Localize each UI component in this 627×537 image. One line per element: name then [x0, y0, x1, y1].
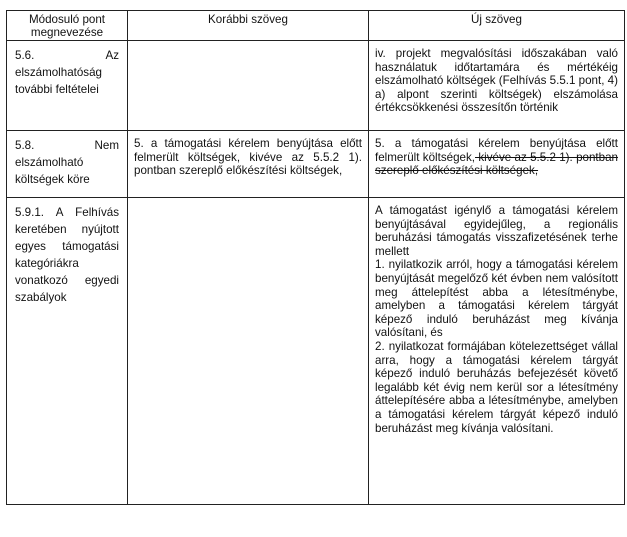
table-row	[7, 198, 625, 505]
new-text	[369, 198, 625, 505]
new-text-paragraph: 1. nyilatkozik arról, hogy a támogatási kérelem benyújtását megelőző két évben nem valósított meg áttelepítést abba a létesítménybe, amelyben a támogatási kérelem tárgyát képező induló beruházást meg kívánja valósítani, és	[375, 258, 618, 340]
point-name: 5.9.1. A Felhívás keretében nyújtott egyes támogatási kategóriákra vonatkozó egyedi szabályok	[7, 198, 128, 505]
new-text-paragraph: 2. nyilatkozat formájában kötelezettséget vállal arra, hogy a támogatási kérelem tárgyát képező induló beruházás befejezését követő legalább két évig nem kerül sor a létesítmény áttelepítésére abba a létesítménybe, amelyben a támogatási kérelem tárgyát képező induló beruházást meg kívánja valósítani.	[375, 339, 618, 435]
amendment-table	[6, 10, 625, 505]
header-new-text: Új szöveg	[369, 11, 625, 41]
new-text-deleted: kivéve az 5.5.2 1). pontban szereplő előkészítési költségek,	[375, 150, 618, 178]
table-row	[7, 41, 625, 131]
old-text: 5. a támogatási kérelem benyújtása előtt felmerült költségek, kivéve az 5.5.2 1). pontban szereplő előkészítési költségek,	[128, 131, 369, 198]
header-point-name: Módosuló pont megnevezése	[7, 11, 128, 41]
header-row	[7, 11, 625, 41]
new-text: iv. projekt megvalósítási időszakában való használatuk időtartamára és mértékéig elszámolható költségek (Felhívás 5.5.1 pont, 4) a) alpont szerinti költségek) elszámolása értékcsökkenési összesítőn történik	[369, 41, 625, 131]
new-text-paragraph: A támogatást igénylő a támogatási kérelem benyújtásával egyidejűleg, a regionális beruházási támogatás visszafizetésének terhe mellett	[375, 204, 618, 258]
header-old-text: Korábbi szöveg	[128, 11, 369, 41]
old-text	[128, 198, 369, 505]
table-row	[7, 131, 625, 198]
point-name: 5.8. Nem elszámolható költségek köre	[7, 131, 128, 198]
new-text	[369, 131, 625, 198]
new-text-kept: 5. a támogatási kérelem benyújtása előtt felmerült költségek,	[375, 137, 618, 164]
point-name: 5.6. Az elszámolhatóság további feltételei	[7, 41, 128, 131]
old-text	[128, 41, 369, 131]
